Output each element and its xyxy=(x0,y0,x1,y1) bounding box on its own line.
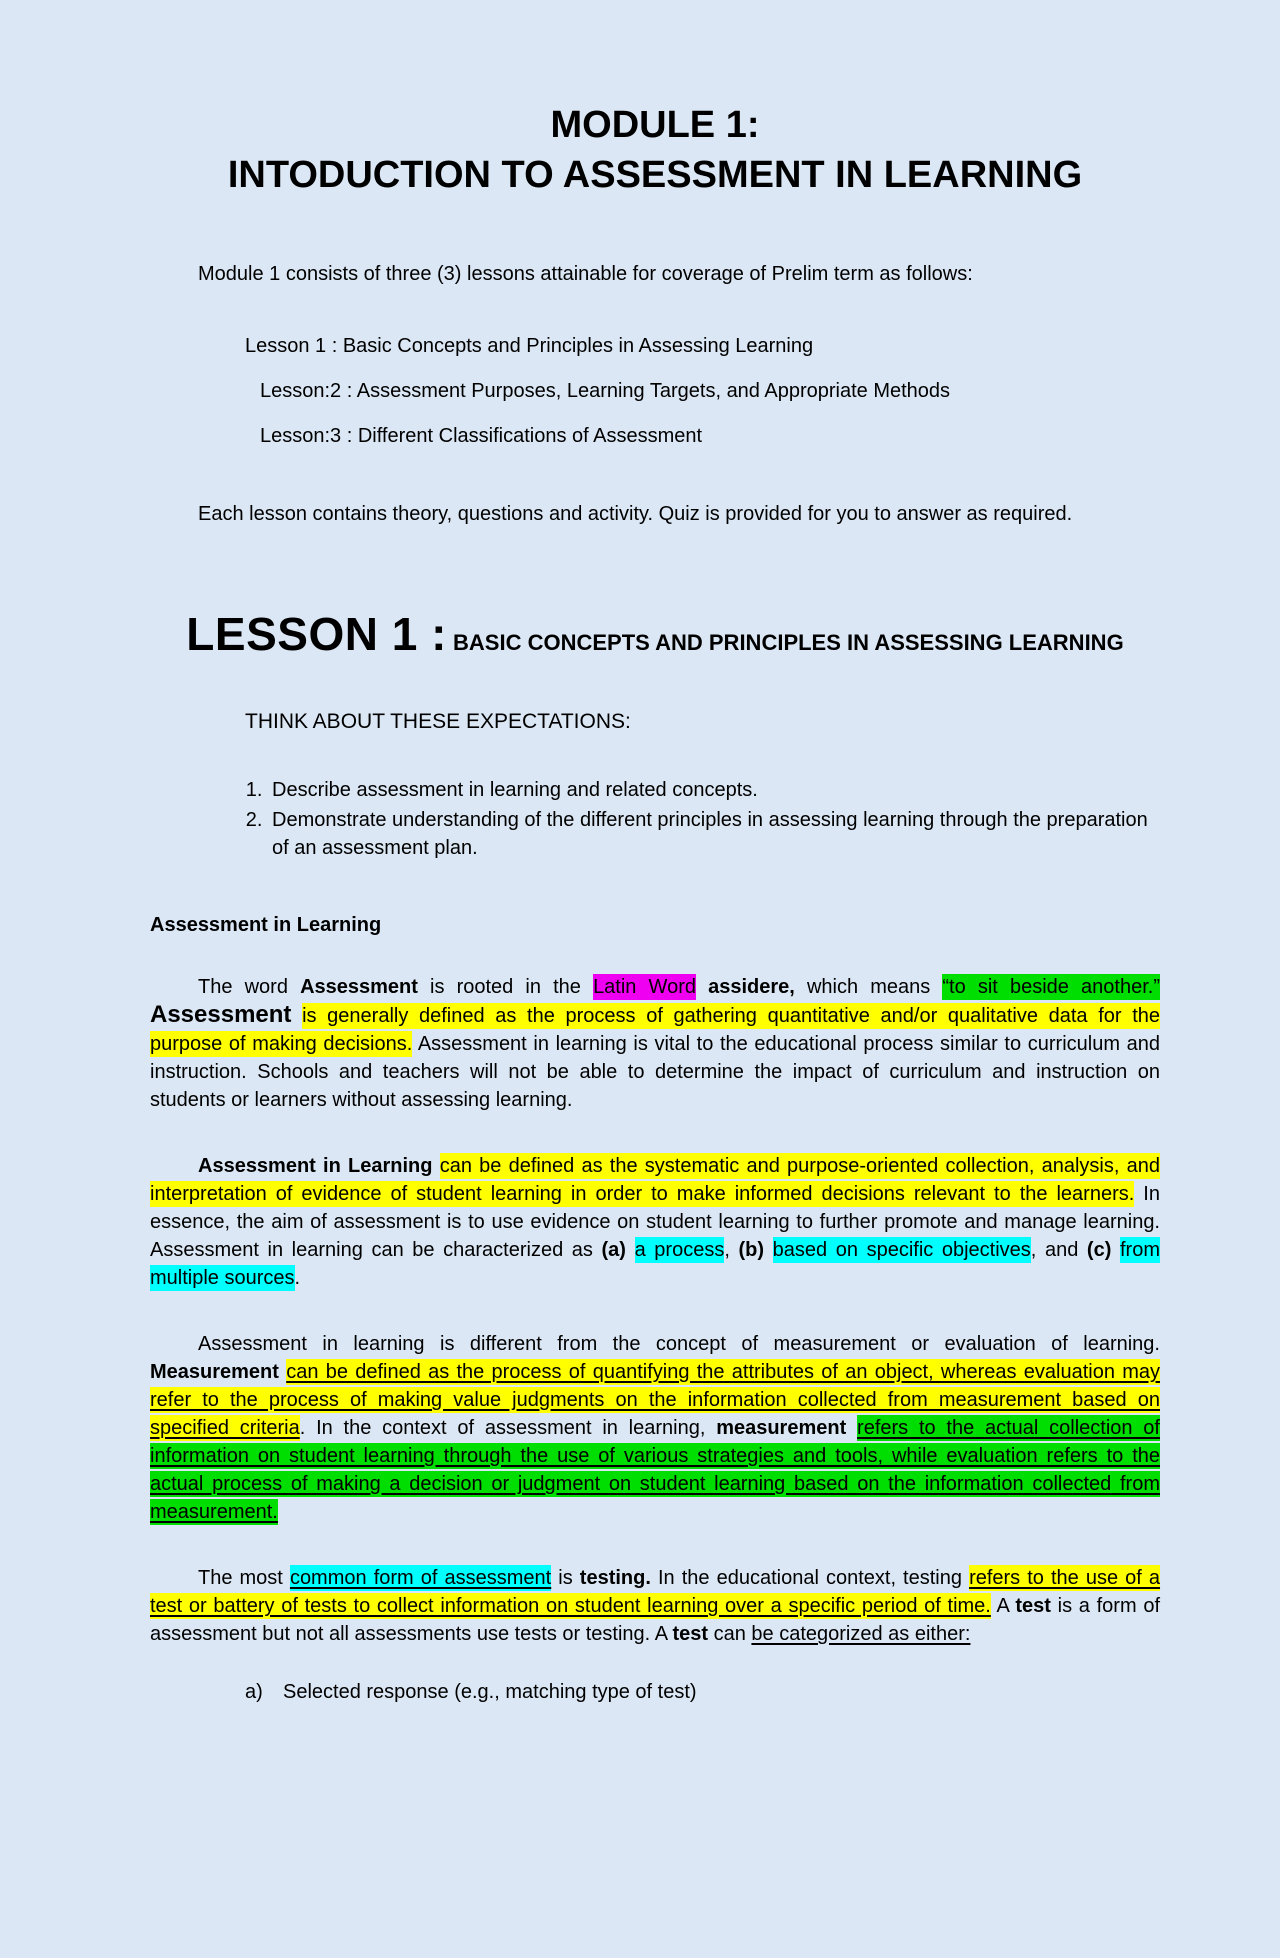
bold-text: (a) xyxy=(601,1239,626,1262)
lesson-item-2: Lesson:2 : Assessment Purposes, Learning Targets, and Appropriate Methods xyxy=(260,380,951,402)
lesson1-heading-main: LESSON 1 : xyxy=(186,608,447,660)
text-run: Assessment in learning is vital to the educational process similar to curriculum and instruction. Schools and teachers will not be able to determine the impact of curriculum and instruction on students or learners without assessing learning. xyxy=(150,1033,1160,1112)
bold-text: (b) xyxy=(738,1239,765,1262)
section-heading: Assessment in Learning xyxy=(150,914,382,937)
text-run: , and xyxy=(1030,1239,1087,1262)
expectations-list xyxy=(150,776,1160,862)
text-run: is a form of assessment but not all assessments use tests or testing. A xyxy=(150,1595,1160,1646)
bold-text: testing. xyxy=(579,1567,651,1590)
highlight-cyan: based on specific objectives xyxy=(772,1239,1031,1262)
text-run: The most xyxy=(198,1567,290,1590)
document-title xyxy=(150,100,1160,200)
text-run: , xyxy=(724,1239,739,1262)
bold-text: test xyxy=(1015,1595,1051,1618)
lesson1-heading xyxy=(150,606,1160,662)
title-line-2: INTODUCTION TO ASSESSMENT IN LEARNING xyxy=(227,154,1083,196)
bold-text: assidere, xyxy=(708,976,795,999)
lesson-item-3: Lesson:3 : Different Classifications of Assessment xyxy=(260,425,703,447)
text-run: which means xyxy=(794,976,943,999)
intro-paragraph: Module 1 consists of three (3) lessons attainable for coverage of Prelim term as follows: xyxy=(198,263,973,285)
note-paragraph: Each lesson contains theory, questions and activity. Quiz is provided for you to answer as required. xyxy=(198,503,1073,525)
text-run: The word xyxy=(198,976,301,999)
expectation-item-2: 2. Demonstrate understanding of the different principles in assessing learning through the preparation of an assessment plan. xyxy=(268,806,1160,862)
selected-response-item xyxy=(150,1678,1160,1706)
text-run: A xyxy=(990,1595,1016,1618)
bold-text: measurement xyxy=(716,1417,847,1440)
expectations-label: THINK ABOUT THESE EXPECTATIONS: xyxy=(245,710,631,734)
list-marker: a) xyxy=(245,1681,263,1704)
text-run xyxy=(764,1239,773,1261)
bold-text: Assessment xyxy=(300,976,418,999)
bold-text: Assessment in Learning xyxy=(198,1155,433,1178)
title-line-1: MODULE 1: xyxy=(550,104,760,146)
lesson-list xyxy=(150,332,1160,450)
text-run xyxy=(696,976,708,998)
bold-text: test xyxy=(672,1623,709,1646)
paragraph-assessment-definition xyxy=(150,973,1160,1114)
text-run xyxy=(626,1239,635,1261)
text-run: is rooted in the xyxy=(417,976,594,999)
highlight-cyan: common form of assessment xyxy=(289,1567,552,1590)
highlight-yellow: refers to the use of a test or battery of tests to collect information on student learning over a specific period of time. xyxy=(150,1567,1161,1618)
paragraph-assessment-in-learning xyxy=(150,1152,1160,1292)
text-run: can xyxy=(708,1623,752,1646)
text-run: . xyxy=(294,1267,301,1290)
text-run xyxy=(846,1417,857,1439)
expectation-item-1: 1. Describe assessment in learning and related concepts. xyxy=(268,776,1160,804)
text-run xyxy=(1111,1239,1120,1261)
paragraph-measurement-evaluation xyxy=(150,1330,1160,1526)
text-run: be categorized as either: xyxy=(751,1623,971,1646)
paragraph-testing xyxy=(150,1564,1160,1648)
lesson1-heading-sub: BASIC CONCEPTS AND PRINCIPLES IN ASSESSING LEARNING xyxy=(446,630,1124,655)
highlight-green: refers to the actual collection of information on student learning through the use of various strategies and tools, while evaluation refers to the actual process of making a decision or judgment on student learning based on the information collected from measurement. xyxy=(150,1417,1160,1524)
text-run: In essence, the aim of assessment is to use evidence on student learning to further promote and manage learning. Assessment in learning can be characterized as xyxy=(150,1183,1160,1262)
text-run: is xyxy=(551,1567,580,1590)
highlight-cyan: from multiple sources xyxy=(150,1239,1160,1290)
bold-text: (c) xyxy=(1086,1239,1112,1262)
selected-response-text: Selected response (e.g., matching type of test) xyxy=(283,1681,697,1704)
bold-text: Assessment xyxy=(150,1001,292,1029)
highlight-yellow: is generally defined as the process of gathering quantitative and/or qualitative data for the purpose of making decisions. xyxy=(150,1005,1160,1056)
highlight-cyan: a process xyxy=(634,1239,725,1262)
text-run xyxy=(433,1155,440,1177)
highlight-green: “to sit beside another.” xyxy=(942,976,1160,999)
text-run: Assessment in learning is different from the concept of measurement or evaluation of learning. xyxy=(198,1333,1160,1356)
lesson-item-1: Lesson 1 : Basic Concepts and Principles in Assessing Learning xyxy=(245,335,814,357)
bold-text: Measurement xyxy=(150,1361,279,1384)
text-run: . In the context of assessment in learning, xyxy=(299,1417,717,1440)
highlight-yellow: can be defined as the systematic and purpose-oriented collection, analysis, and interpretation of evidence of student learning in order to make informed decisions relevant to the learners. xyxy=(150,1155,1161,1206)
text-run xyxy=(291,1005,302,1027)
text-run: In the educational context, testing xyxy=(650,1567,970,1590)
highlight-yellow: can be defined as the process of quantifying the attributes of an object, whereas evaluation may refer to the process of making value judgments on the information collected from measurement based on specified criteria xyxy=(150,1361,1161,1440)
highlight-magenta: Latin Word xyxy=(593,976,696,999)
